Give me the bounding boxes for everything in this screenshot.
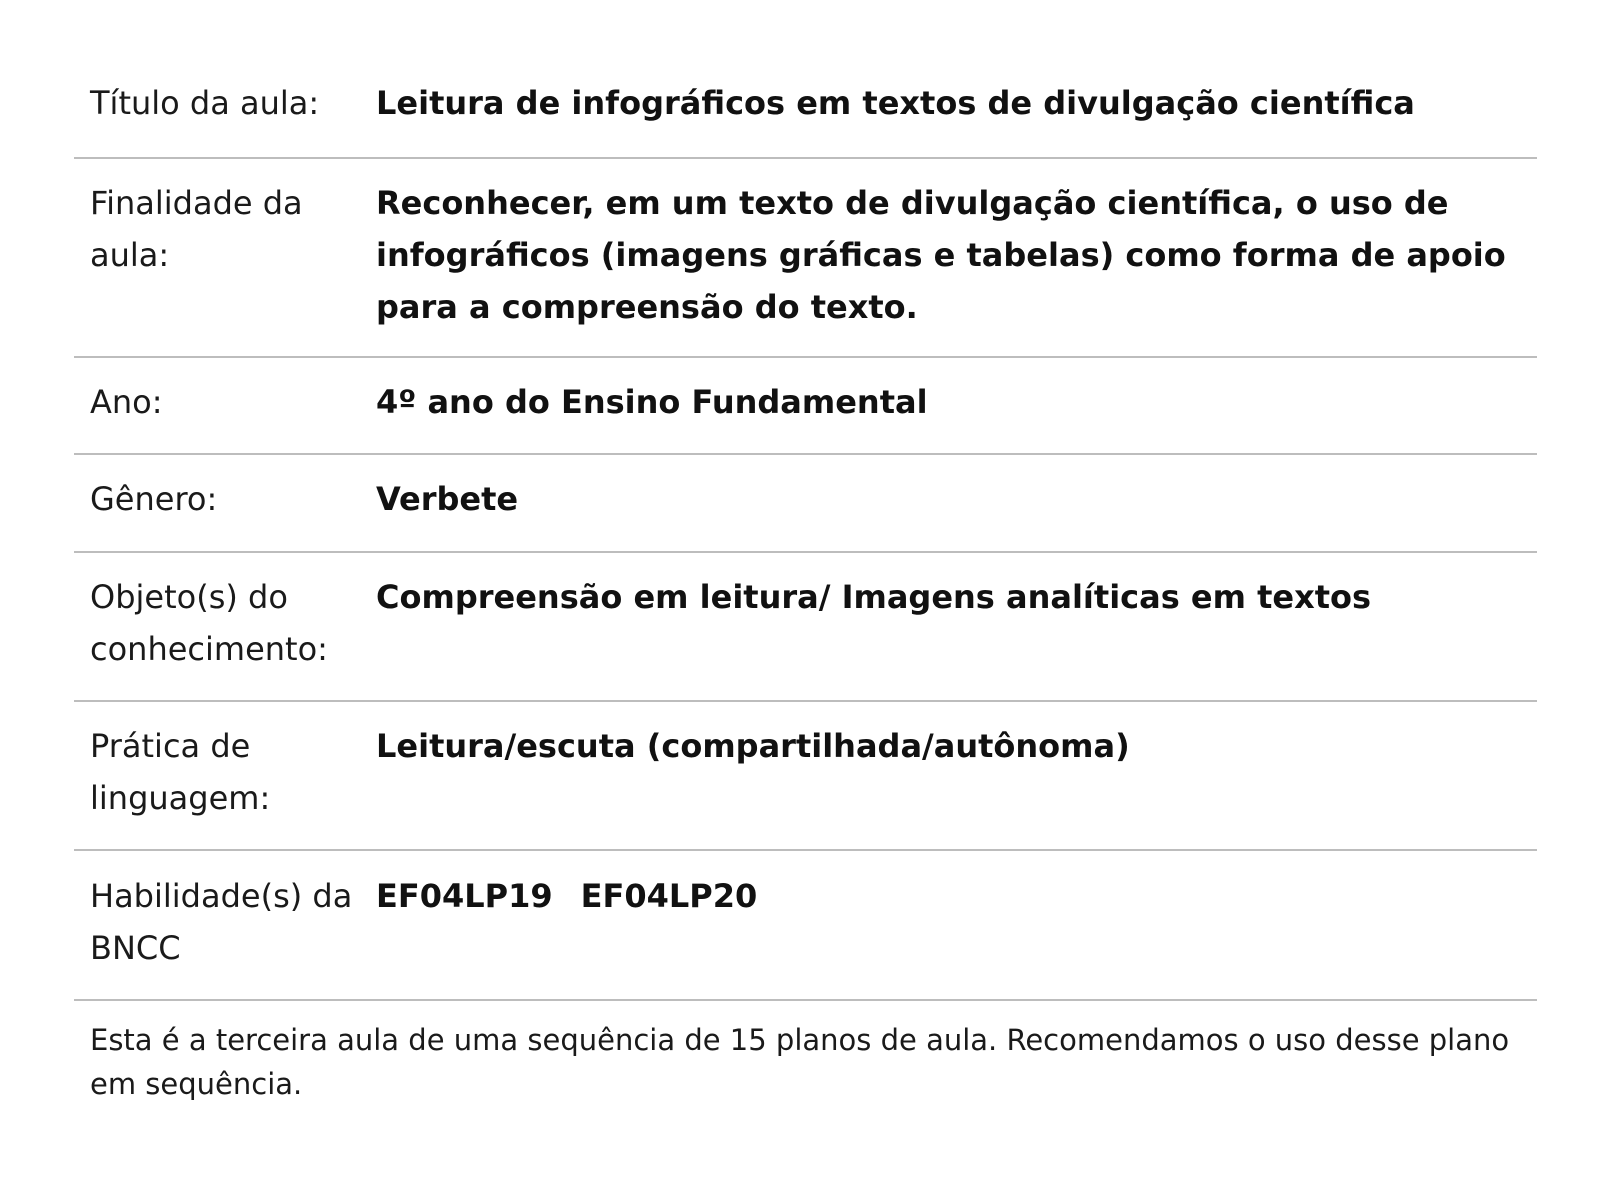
row-bncc-skills bbox=[74, 851, 1537, 1001]
genre-value: Verbete bbox=[376, 480, 519, 518]
row-label: Habilidade(s) da BNCC bbox=[90, 877, 353, 967]
language-practice-value: Leitura/escuta (compartilhada/autônoma) bbox=[376, 727, 1130, 765]
row-language-practice bbox=[74, 702, 1537, 851]
bncc-skills-value bbox=[376, 870, 1537, 999]
knowledge-objects-value: Compreensão em leitura/ Imagens analíticas em textos bbox=[376, 578, 1372, 616]
lesson-title-value: Leitura de infográficos em textos de divulgação científica bbox=[376, 84, 1415, 122]
row-label: Título da aula: bbox=[90, 84, 320, 122]
row-label: Prática de linguagem: bbox=[90, 727, 271, 817]
row-label: Finalidade da aula: bbox=[90, 184, 303, 274]
row-lesson-title bbox=[74, 52, 1537, 159]
bncc-code-link[interactable]: EF04LP19 bbox=[376, 877, 553, 915]
row-knowledge-objects bbox=[74, 553, 1537, 702]
row-label: Ano: bbox=[90, 383, 163, 421]
row-label: Gênero: bbox=[90, 480, 218, 518]
sequence-note: Esta é a terceira aula de uma sequência de 15 planos de aula. Recomendamos o uso desse plano em sequência. bbox=[90, 1023, 1510, 1101]
lesson-purpose-value: Reconhecer, em um texto de divulgação científica, o uso de infográficos (imagens gráficas e tabelas) como forma de apoio para a compreensão do texto. bbox=[376, 184, 1506, 326]
school-year-value: 4º ano do Ensino Fundamental bbox=[376, 383, 928, 421]
row-lesson-purpose bbox=[74, 159, 1537, 358]
row-school-year bbox=[74, 358, 1537, 455]
row-genre bbox=[74, 455, 1537, 553]
bncc-code-link[interactable]: EF04LP20 bbox=[580, 877, 758, 915]
lesson-info-table bbox=[74, 52, 1537, 1001]
row-label: Objeto(s) do conhecimento: bbox=[90, 578, 328, 668]
